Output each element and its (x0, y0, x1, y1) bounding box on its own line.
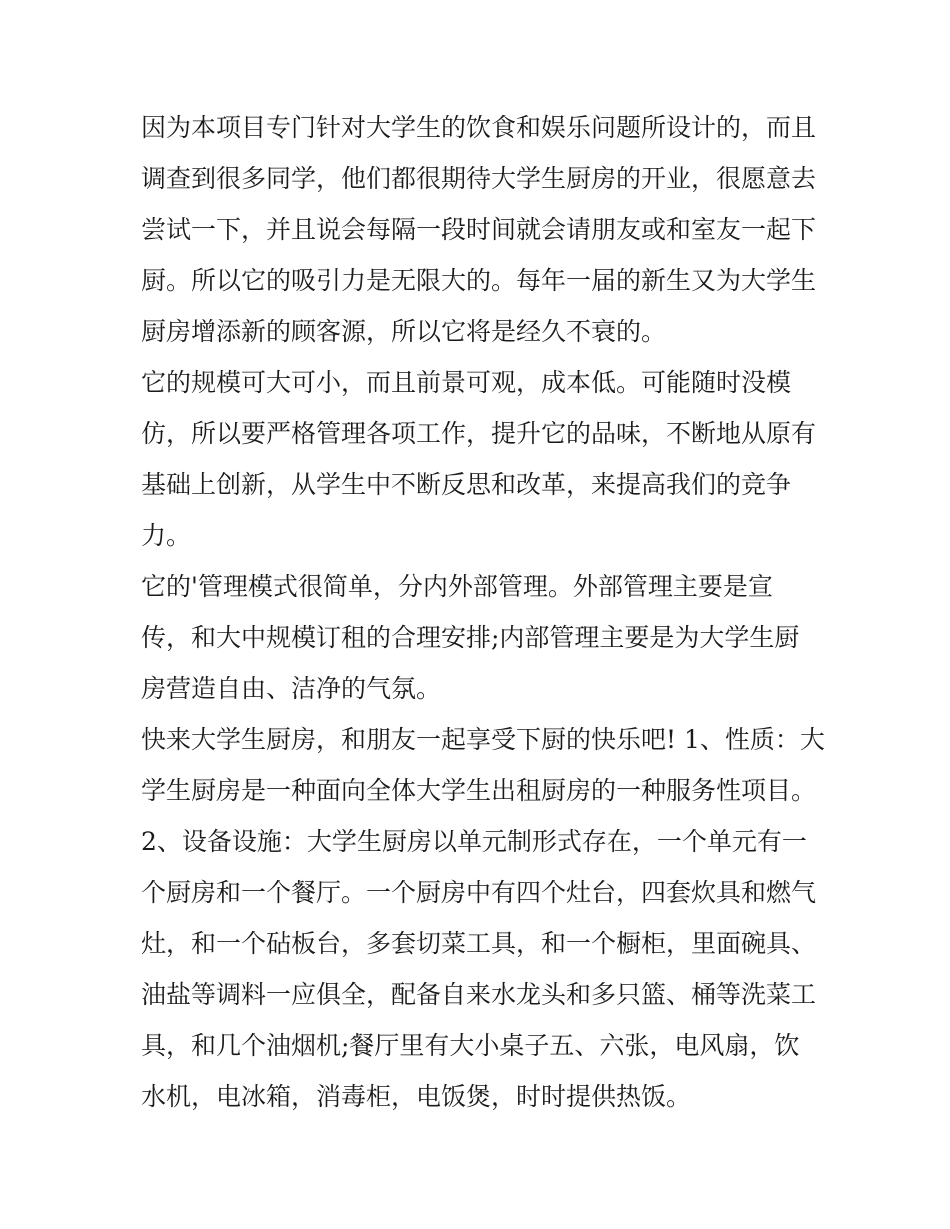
document-body (141, 102, 825, 1122)
text-line: 快来大学生厨房，和朋友一起享受下厨的快乐吧! 1、性质：大 (141, 725, 825, 754)
text-line: 传，和大中规模订租的合理安排;内部管理主要是为大学生厨 (141, 623, 800, 652)
text-line: 2、设备设施：大学生厨房以单元制形式存在，一个单元有一 (141, 827, 807, 856)
text-line: 水机，电冰箱，消毒柜，电饭煲，时时提供热饭。 (141, 1082, 692, 1111)
text-line: 房营造自由、洁净的气氛。 (141, 674, 442, 703)
text-line: 学生厨房是一种面向全体大学生出租厨房的一种服务性项目。 (141, 776, 817, 805)
text-line: 厨房增添新的顾客源，所以它将是经久不衰的。 (141, 317, 667, 346)
text-line: 具，和几个油烟机;餐厅里有大小桌子五、六张，电风扇，饮 (141, 1031, 800, 1060)
text-line: 个厨房和一个餐厅。一个厨房中有四个灶台，四套炊具和燃气 (141, 878, 817, 907)
text-line: 油盐等调料一应俱全，配备自来水龙头和多只篮、桶等洗菜工 (141, 980, 817, 1009)
paragraph-2 (141, 357, 821, 561)
text-line: 厨。所以它的吸引力是无限大的。每年一届的新生又为大学生 (141, 266, 817, 295)
paragraph-1 (141, 102, 821, 357)
paragraph-3 (141, 561, 821, 714)
text-line: 它的规模可大可小，而且前景可观，成本低。可能随时没模 (141, 368, 792, 397)
text-line: 仿，所以要严格管理各项工作，提升它的品味，不断地从原有 (141, 419, 817, 448)
text-line: 基础上创新，从学生中不断反思和改革，来提高我们的竞争 (141, 470, 792, 499)
paragraph-4 (141, 714, 825, 1122)
text-line: 因为本项目专门针对大学生的饮食和娱乐问题所设计的，而且 (141, 113, 817, 142)
text-line: 力。 (141, 521, 192, 550)
text-line: 灶，和一个砧板台，多套切菜工具，和一个橱柜，里面碗具、 (141, 929, 817, 958)
text-line: 它的'管理模式很简单，分内外部管理。外部管理主要是宣 (141, 572, 773, 601)
text-line: 调查到很多同学，他们都很期待大学生厨房的开业，很愿意去 (141, 164, 817, 193)
text-line: 尝试一下，并且说会每隔一段时间就会请朋友或和室友一起下 (141, 215, 817, 244)
